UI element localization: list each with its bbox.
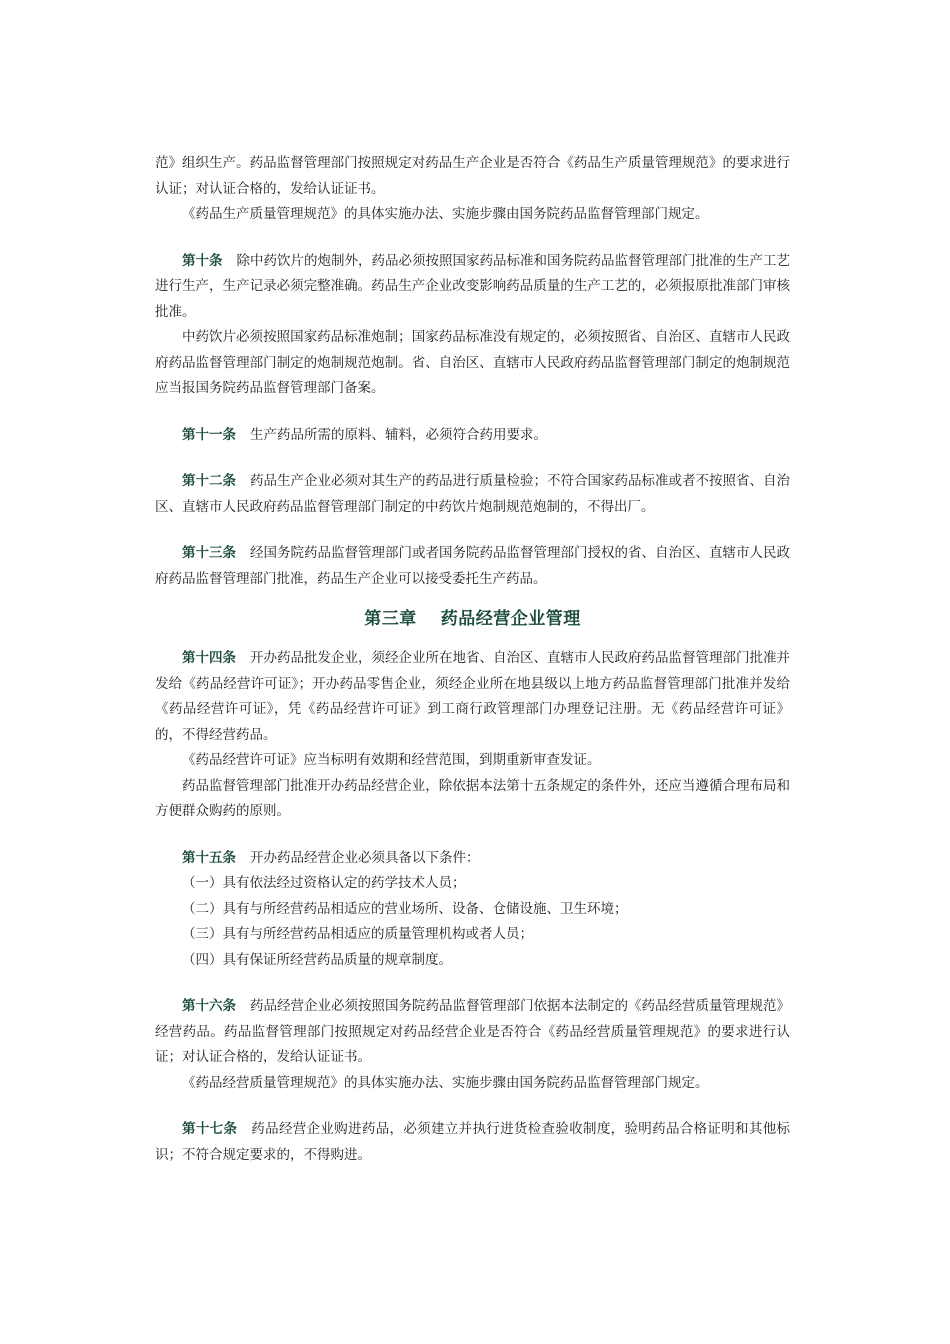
list-item: （三）具有与所经营药品相适应的质量管理机构或者人员； <box>182 926 533 942</box>
list-item: （一）具有依法经过资格认定的药学技术人员； <box>182 875 466 891</box>
article-13 <box>155 541 790 592</box>
article-text: 药品经营企业购进药品，必须建立并执行进货检查验收制度，验明药品合格证明和其他标识；不符合规定要求的，不得购进。 <box>155 1121 791 1163</box>
article-number: 第十四条 <box>182 650 236 666</box>
article-17 <box>155 1117 790 1168</box>
chapter-number: 第三章 <box>364 609 417 629</box>
article-16 <box>155 994 790 1071</box>
article-number: 第十条 <box>182 252 223 269</box>
paragraph: 《药品经营质量管理规范》的具体实施办法、实施步骤由国务院药品监督管理部门规定。 <box>182 1074 709 1091</box>
article-number: 第十六条 <box>182 998 236 1014</box>
paragraph-gap <box>155 228 790 249</box>
article-15 <box>155 846 790 872</box>
list-item: （二）具有与所经营药品相适应的营业场所、设备、仓储设施、卫生环境； <box>182 900 628 917</box>
paragraph-gap <box>155 825 790 846</box>
article-11 <box>155 423 790 449</box>
paragraph-gap <box>155 973 790 994</box>
paragraph: 《药品生产质量管理规范》的具体实施办法、实施步骤由国务院药品监督管理部门规定。 <box>182 206 709 222</box>
chapter-heading <box>155 606 790 632</box>
document-page <box>155 151 790 1168</box>
article-14 <box>155 646 790 748</box>
paragraph-continuation: 范》组织生产。药品监督管理部门按照规定对药品生产企业是否符合《药品生产质量管理规范》的要求进行认证；对认证合格的，发给认证证书。 <box>155 155 790 197</box>
article-10 <box>155 249 790 326</box>
article-number: 第十七条 <box>182 1121 238 1137</box>
article-text: 除中药饮片的炮制外，药品必须按照国家药品标准和国务院药品监督管理部门批准的生产工艺进行生产，生产记录必须完整准确。药品生产企业改变影响药品质量的生产工艺的，必须报原批准部门审核批准。 <box>155 252 790 320</box>
list-item: （四）具有保证所经营药品质量的规章制度。 <box>182 951 452 968</box>
paragraph-gap <box>155 402 790 423</box>
article-text: 开办药品批发企业，须经企业所在地省、自治区、直辖市人民政府药品监督管理部门批准并发给《药品经营许可证》；开办药品零售企业，须经企业所在地县级以上地方药品监督管理部门批准并发给《药品经营许可证》，凭《药品经营许可证》到工商行政管理部门办理登记注册。无《药品经营许可证》的，不得经营药品。 <box>155 650 790 743</box>
article-text: 药品经营企业必须按照国务院药品监督管理部门依据本法制定的《药品经营质量管理规范》经营药品。药品监督管理部门按照规定对药品经营企业是否符合《药品经营质量管理规范》的要求进行认证；对认证合格的，发给认证证书。 <box>155 998 790 1065</box>
article-number: 第十五条 <box>182 849 236 866</box>
article-number: 第十一条 <box>182 426 236 443</box>
article-text: 开办药品经营企业必须具备以下条件： <box>250 849 480 866</box>
paragraph-gap <box>155 1096 790 1117</box>
article-text: 生产药品所需的原料、辅料，必须符合药用要求。 <box>250 426 547 443</box>
article-number: 第十二条 <box>182 473 236 489</box>
article-text: 经国务院药品监督管理部门或者国务院药品监督管理部门授权的省、自治区、直辖市人民政府药品监督管理部门批准，药品生产企业可以接受委托生产药品。 <box>155 545 790 587</box>
paragraph: 药品监督管理部门批准开办药品经营企业，除依据本法第十五条规定的条件外，还应当遵循合理布局和方便群众购药的原则。 <box>155 777 790 819</box>
article-number: 第十三条 <box>182 545 236 561</box>
article-12 <box>155 469 790 520</box>
paragraph-gap <box>155 520 790 541</box>
article-text: 药品生产企业必须对其生产的药品进行质量检验；不符合国家药品标准或者不按照省、自治区、直辖市人民政府药品监督管理部门制定的中药饮片炮制规范炮制的，不得出厂。 <box>155 473 790 515</box>
paragraph: 《药品经营许可证》应当标明有效期和经营范围，到期重新审查发证。 <box>182 752 601 768</box>
chapter-title: 药品经营企业管理 <box>440 609 581 629</box>
paragraph: 中药饮片必须按照国家药品标准炮制；国家药品标准没有规定的，必须按照省、自治区、直辖市人民政府药品监督管理部门制定的炮制规范炮制。省、自治区、直辖市人民政府药品监督管理部门制定的炮制规范应当报国务院药品监督管理部门备案。 <box>155 329 790 396</box>
paragraph-gap <box>155 448 790 469</box>
